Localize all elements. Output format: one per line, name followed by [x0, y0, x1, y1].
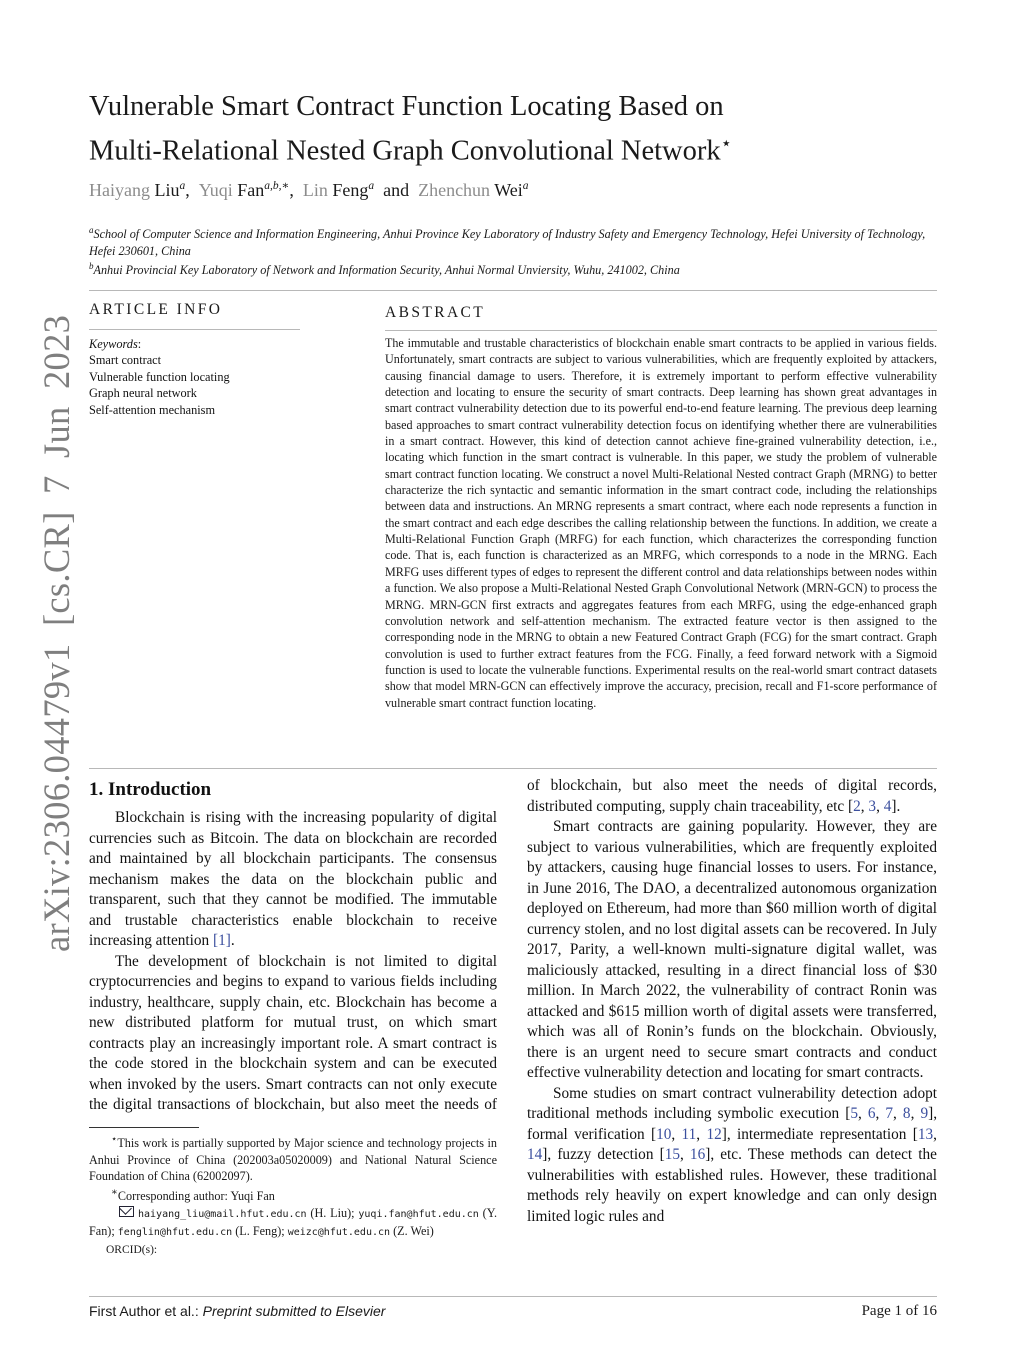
citation-link[interactable]: 4	[883, 797, 892, 815]
intro-p4-text-d: ], fuzzy detection [	[542, 1146, 665, 1163]
citation-link[interactable]: 3	[868, 797, 877, 815]
footnote-emails	[89, 1205, 497, 1242]
abstract-divider	[89, 768, 937, 769]
intro-p2-text: The development of blockchain is not limited to digital cryptocurrencies and begins to expand to various fields including industry, healthcare, supply chain, etc. Blockchain has become a new distributed platform for mutual trust, on which smart contracts play an increasingly important role. A smart contract is the code stored in the blockchain system and can be executed when invoked by the users. Smart contracts can not only execute the digital transactions of blockchain, but also meet the needs of	[89, 952, 497, 1113]
footer-divider	[89, 1296, 937, 1297]
citation-link[interactable]: [1]	[213, 932, 231, 949]
keywords-colon: :	[137, 337, 142, 351]
footnote-corr-mark: ∗	[111, 1186, 118, 1198]
author-given: Yuqi	[198, 180, 233, 200]
abstract-rule	[385, 330, 937, 331]
citation-link[interactable]: 11	[681, 1125, 697, 1143]
intro-paragraph-1	[89, 808, 497, 952]
footer-journal: Preprint submitted to Elsevier	[202, 1303, 386, 1319]
citation-link[interactable]: 15	[664, 1146, 680, 1163]
citation-link[interactable]: 14	[527, 1146, 543, 1163]
footnote-rule	[89, 1127, 199, 1128]
title-line-2	[89, 125, 909, 170]
intro-paragraph-2-start	[89, 952, 497, 1116]
citation-link[interactable]: 10	[656, 1125, 672, 1143]
affiliation-sup: b	[89, 261, 94, 271]
abstract-text: The immutable and trustable characteristics of blockchain enable smart contracts to be applied in various fields. Unfortunately, smart contracts are subject to various vulnerabilities, which are frequently exploited by attackers, causing financial damage to users. Therefore, it is extremely important to perform effective vulnerability detection and locating to ensure the security of smart contracts. Deep learning has shown great advantages in smart contract vulnerability detection due to its powerful end-to-end feature learning. The previous deep learning based approaches to smart contract vulnerability detection focus on identifying whether there are vulnerabilities in a smart contract. However, this kind of detection cannot achieve fine-grained vulnerability detection, i.e., locating which function in the smart contract is vulnerable. In this paper, we study the problem of vulnerable smart contract function locating. We construct a novel Multi-Relational Nested contract Graph (MRNG) to better characterize the rich syntactic and semantic information in the smart contract code, including the relationships between data and instructions. An MRNG represents a smart contract, where each node represents a function in the smart contract and each edge describes the calling relationship between the functions. In addition, we create a Multi-Relational Function Graph (MRFG) for each function, which characterizes the corresponding function code. That is, each function is characterized as an MRFG, which corresponds to a node in the MRNG. Each MRFG uses different types of edges to represent the different control and data relationships between nodes within a function. We also propose a Multi-Relational Nested Graph Convolutional Network (MRN-GCN) to process the MRNG. MRN-GCN first extracts and aggregates features from each MRFG, using the edge-enhanced graph convolution network and self-attention mechanism. The extracted feature vector is then assigned to the corresponding node in the MRNG to obtain a new Featured Contract Graph (FCG) for the smart contract. Graph convolution is used to further extract features from the FCG. Finally, a feed forward network with a Sigmoid function is used to locate the vulnerable functions. Experimental results on the real-world smart contract datasets show that model MRN-GCN can effectively improve the accuracy, precision, recall and F1-score performance of vulnerable smart contract function locating.	[385, 336, 937, 710]
citation-link[interactable]: 7	[885, 1105, 894, 1122]
page-number: Page 1 of 16	[861, 1303, 937, 1319]
article-info-heading: ARTICLE INFO	[89, 301, 223, 318]
affiliation-sup: a	[89, 225, 94, 235]
email-owner: (L. Feng);	[232, 1224, 288, 1239]
author-affil-sup: a,b,∗	[264, 180, 290, 192]
citation-link[interactable]: 5	[850, 1105, 858, 1122]
email-owner: (H. Liu);	[306, 1205, 359, 1220]
email-owner: (Y. Fan);	[89, 1205, 497, 1239]
citation-link[interactable]: 12	[706, 1125, 722, 1143]
citation-link[interactable]: 2	[853, 797, 861, 815]
footnote-orcid: ORCID(s):	[106, 1243, 158, 1256]
email-link[interactable]: fenglin@hfut.edu.cn	[117, 1227, 233, 1239]
footnote-funding	[89, 1132, 497, 1185]
citation-link[interactable]: 8	[902, 1105, 911, 1122]
footnote-funding-mark: ⋆	[111, 1134, 118, 1145]
intro-paragraph-4: Some studies on smart contract vulnerability detection adopt traditional methods including symbolic execution [5, 6, 7, 8, 9], formal verification [10, 11, 12], intermediate representation [13, 14], fuzzy detection [15, 16], etc. These methods can detect the vulnerabilities with established rules. However, these traditional methods rely heavily on expert knowledge and can only design limited logic rules and	[527, 1084, 938, 1225]
footnotes	[89, 1132, 497, 1258]
author-family: Feng	[332, 180, 369, 200]
section-heading-introduction: 1. Introduction	[89, 779, 212, 800]
title-star-mark: ⋆	[720, 133, 732, 153]
affiliation-a	[89, 222, 937, 259]
footer-author: First Author et al.:	[89, 1303, 203, 1319]
arxiv-sidebar-id: arXiv:2306.04479v1 [cs.CR] 7 Jun 2023	[36, 314, 77, 952]
author-family: Wei	[494, 180, 523, 200]
footnote-funding-text: This work is partially supported by Major science and technology projects in Anhui Province of China (202003a05020009) and National Natural Science Foundation of China (62002097).	[89, 1136, 497, 1184]
email-owner: (Z. Wei)	[390, 1224, 434, 1239]
keyword-item: Vulnerable function locating	[89, 369, 230, 384]
author-given: Haiyang	[89, 180, 150, 200]
abstract-heading: ABSTRACT	[385, 304, 486, 321]
affiliation-b	[89, 258, 937, 279]
article-info-rule	[89, 329, 300, 330]
author-comma: ,	[289, 180, 294, 200]
intro-p4-text-c: ], intermediate representation [	[721, 1125, 918, 1143]
keywords-block	[89, 336, 299, 418]
envelope-icon	[119, 1206, 134, 1217]
author-family: Fan	[237, 180, 265, 200]
keyword-item: Graph neural network	[89, 386, 197, 401]
intro-right-column	[527, 776, 937, 1227]
author-family: Liu	[154, 180, 180, 200]
citation-link[interactable]: 6	[867, 1105, 876, 1122]
citation-link[interactable]: 13	[917, 1125, 934, 1143]
footer-left	[89, 1303, 385, 1319]
author-comma: ,	[185, 180, 190, 200]
author-list	[89, 178, 529, 201]
author-given: Lin	[302, 180, 328, 200]
email-link[interactable]: weizc@hfut.edu.cn	[287, 1227, 391, 1239]
author-affil-sup: a	[179, 180, 186, 192]
keyword-item: Self-attention mechanism	[89, 402, 216, 417]
affiliation-text: School of Computer Science and Information Engineering, Anhui Province Key Laboratory of Industry Safety and Emergency Technology, Hefei University of Technology, Hefei 230601, China	[89, 227, 926, 258]
intro-p4-text-a: Some studies on smart contract vulnerability detection adopt traditional methods including symbolic execution [	[527, 1084, 937, 1122]
header-divider	[89, 290, 937, 291]
title-line-1: Vulnerable Smart Contract Function Locating Based on	[89, 91, 724, 122]
intro-p4-text-b: ], formal verification [	[527, 1105, 938, 1143]
title-line-2-text: Multi-Relational Nested Graph Convolutional Network	[89, 135, 721, 167]
email-link[interactable]: haiyang_liu@mail.hfut.edu.cn	[138, 1208, 307, 1220]
footnote-corresponding	[89, 1185, 497, 1205]
author-given: Zhenchun	[418, 180, 491, 200]
keywords-label: Keywords	[89, 337, 138, 351]
keyword-item: Smart contract	[89, 353, 162, 368]
author-affil-sup: a	[368, 180, 375, 192]
intro-paragraph-2-end: of blockchain, but also meet the needs of digital records, distributed computing, supply chain traceability, etc [2, 3, 4].	[527, 777, 937, 815]
intro-paragraph-3: Smart contracts are gaining popularity. However, they are subject to various vulnerabilities, which are frequently exploited by attackers, causing huge financial losses to users. For instance, in June 2016, The DAO, a decentralized autonomous organization deployed on Ethereum, had more than $60 million worth of digital currency stolen, and no lost digital assets can be recovered. In July 2017, Parity, a well-known multi-signature digital wallet, was maliciously attacked, resulting in a direct financial loss of $30 million. In March 2022, the vulnerability of contract Ronin was attacked and $615 million worth of digital assets were transferred, which was all of Ronin’s funds on the blockchain. Obviously, there is an urgent need to secure smart contracts and conduct effective vulnerability detection and locating for smart contracts.	[527, 818, 937, 1081]
author-affil-sup: a	[522, 180, 529, 192]
citation-link[interactable]: 9	[920, 1105, 929, 1122]
keywords-label-line	[89, 336, 299, 352]
affiliation-text: Anhui Provincial Key Laboratory of Network and Information Security, Anhui Normal Unviersity, Wuhu, 241002, China	[93, 263, 680, 278]
intro-p4-text-e: ], etc. These methods can detect the vulnerabilities with established rules. However, these traditional methods rely heavily on expert knowledge and can only design limited logic rules and	[527, 1146, 937, 1225]
citation-link[interactable]: 16	[689, 1146, 706, 1163]
intro-p1-end: .	[230, 932, 235, 949]
intro-left-column	[89, 808, 497, 1116]
intro-p1-text: Blockchain is rising with the increasing popularity of digital currencies such as Bitcoin. The data on blockchain are recorded and maintained by all blockchain participants. The consensus mechanism makes the data on the blockchain public and transparent, such that they cannot be modified. The immutable and trustable characteristics enable blockchain to receive increasing attention	[89, 809, 497, 949]
author-and: and	[383, 180, 410, 200]
footnote-corresponding-text: Corresponding author: Yuqi Fan	[117, 1188, 275, 1203]
paper-title	[89, 88, 909, 170]
email-link[interactable]: yuqi.fan@hfut.edu.cn	[358, 1208, 479, 1220]
